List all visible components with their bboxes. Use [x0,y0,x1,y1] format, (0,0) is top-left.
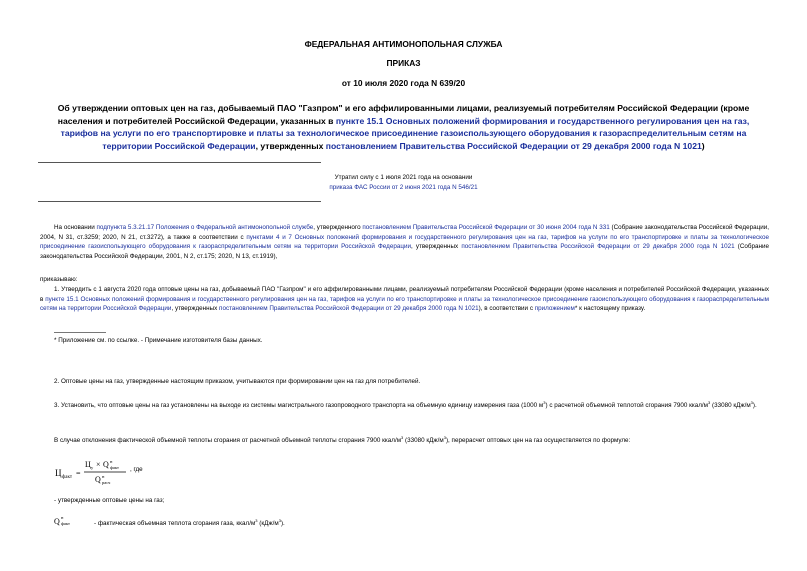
svg-text:у: у [91,465,94,470]
preamble-text-5: (Собрание законодательства Российской Федерации, 2001, N 2, ст.175; 2020, N 13, ст.1919), [40,243,769,260]
preamble-link-decree-1021[interactable]: постановлением Правительства Российской Федерации от 29 декабря 2000 года N 1021 [461,243,735,251]
title-text-3: ) [701,140,705,151]
item-3-text-3: (33080 кДж/м [710,402,751,410]
preamble-paragraph [40,223,769,261]
agency-name: ФЕДЕРАЛЬНАЯ АНТИМОНОПОЛЬНАЯ СЛУЖБА [304,39,503,49]
document-title [40,102,767,152]
svg-text:факт: факт [62,475,73,480]
item-3-text-4: ). [752,402,757,410]
item-1-text-4: * к настоящему приказу. [574,305,646,313]
svg-text:Ц: Ц [55,468,62,478]
svg-text:×: × [96,460,101,469]
item-1-link-appendix[interactable]: приложением [534,305,575,313]
svg-text:Q: Q [103,460,109,469]
divider-top [38,162,321,163]
price-formula-image [54,454,130,488]
svg-text:н: н [61,515,64,520]
heat-value-symbol-image [54,513,94,527]
svg-text:Q: Q [54,517,60,526]
svg-text:н: н [102,474,105,479]
svg-text:Q: Q [95,475,101,484]
deviation-text-3: ), перерасчет оптовых цен на газ осуществляется по формуле: [445,437,631,445]
footnote: * Приложение см. по ссылке. - Примечание изготовителя базы данных. [54,337,263,344]
svg-text:расч: расч [102,480,111,485]
item-3-text-1: 3. Установить, что оптовые цены на газ установлены на выходе из системы магистрального газопроводного транспорта на объемную единицу измерения газа (1000 м [54,402,544,410]
preamble-text-1: На основании [54,224,97,231]
preamble-link-clauses-4-7[interactable]: пунктами 4 и 7 Основных положений формирования и государственного регулирования цен на газ, тарифов на услуги по его транспортировке и платы за технологическое присоединение газоиспользующего оборудования к газораспределительным сетям на территории Российской Федерации [40,233,769,251]
status-text: Утратил силу с 1 июля 2021 года на основании [334,174,473,181]
preamble-link-decree-331[interactable]: постановлением Правительства Российской Федерации от 30 июня 2004 года N 331 [362,224,610,231]
item-1-text-2: , утвержденных [171,305,220,313]
title-link-decree-1021[interactable]: постановлением Правительства Российской Федерации от 29 декабря 2000 года N 1021 [325,140,702,151]
price-formula-drawing [54,454,130,488]
preamble-text-3: (Собрание законодательства Российской Федерации, 2004, N 31, ст.3259; 2020, N 21, ст.3272), а также в соответствии с [40,224,769,241]
deviation-paragraph: В случае отклонения фактической объемной теплоты сгорания от расчетной объемной теплоты сгорания 7900 ккал/$м^3$ (33080 кДж/$м^3$), перерасчет оптовых цен на газ осуществляется по формуле: [54,435,631,445]
definition-price: - утвержденные оптовые цены на газ; [54,497,165,504]
order-word: приказываю: [40,276,78,283]
divider-bottom [38,201,321,202]
preamble-text-2: , утвержденного [313,224,363,231]
title-text-2: , утвержденных [255,140,326,151]
def2-text-3: ). [280,520,285,528]
svg-text:н: н [110,459,113,464]
item-1-link-clause-15-1[interactable]: пункте 15.1 Основных положений формирования и государственного регулирования цен на газ, тарифов на услуги по его транспортировке и платы за технологическое присоединение газоиспользующего оборудования к газораспределительным сетям на территории Российской Федерации [40,295,769,313]
footnote-divider [54,332,106,333]
doc-type: ПРИКАЗ [386,58,421,68]
item-1-paragraph [40,285,769,314]
svg-text:=: = [76,469,81,478]
item-2-paragraph: 2. Оптовые цены на газ, утвержденные настоящим приказом, учитываются при формировании цен на газ для потребителей. [54,378,421,385]
preamble-link-fas-regulation[interactable]: подпункта 5.3.21.17 Положения о Федеральной антимонопольной службе [96,224,314,231]
item-3-paragraph: 3. Установить, что оптовые цены на газ установлены на выходе из системы магистрального газопроводного транспорта на объемную единицу измерения газа (1000 $м^3$) с расчетной объемной теплотой сгорания 7900 ккал/$м^3$ (33080 кДж/$м^3$). [54,400,757,410]
item-1-text-3: ), в соответствии с [478,305,535,313]
status-note [0,173,807,192]
svg-text:факт: факт [110,465,120,470]
doc-date-number: от 10 июля 2020 года N 639/20 [341,78,466,88]
deviation-text-1: В случае отклонения фактической объемной теплоты сгорания от расчетной объемной теплоты сгорания 7900 ккал/м [54,437,402,445]
preamble-text-4: , утвержденных [410,243,462,251]
item-3-text-2: ) с расчетной объемной теплотой сгорания 7900 ккал/м [545,402,708,410]
def2-text-2: (кДж/м [257,520,279,528]
status-link[interactable]: приказа ФАС России от 2 июня 2021 года N 546/21 [329,183,478,191]
def2-text-1: - фактическая объемная теплота сгорания газа, ккал/м [94,520,256,528]
svg-text:Ц: Ц [85,460,91,469]
title-text-1: Об утверждении оптовых цен на газ, добываемый ПАО "Газпром" и его аффилированными лицами, реализуемый потребителям Российской Федерации (кроме населения и потребителей Российской Федерации, указанных в [57,103,750,126]
definition-heat-value: - фактическая объемная теплота сгорания газа, ккал/$м^3$ $(кДж/м^3)$. [94,518,285,528]
deviation-text-2: (33080 кДж/м [403,437,444,445]
item-1-link-decree-1021[interactable]: постановлением Правительства Российской Федерации от 29 декабря 2000 года N 1021 [219,305,479,313]
formula-where: , где [130,466,143,473]
item-1-text-1: 1. Утвердить с 1 августа 2020 года оптовые цены на газ, добываемый ПАО "Газпром" и его аффилированными лицами, реализуемый потребителям Российской Федерации (кроме населения и потребителей Российской Федерации, указанных в [40,286,769,303]
title-link-clause-15-1[interactable]: пункте 15.1 Основных положений формирования и государственного регулирования цен на газ, тарифов на услуги по его транспортировке и платы за технологическое присоединение газоиспользующего оборудования к газораспределительным сетям на территории Российской Федерации [60,115,750,151]
heat-value-symbol-drawing [54,513,94,527]
svg-text:факт: факт [61,521,71,526]
